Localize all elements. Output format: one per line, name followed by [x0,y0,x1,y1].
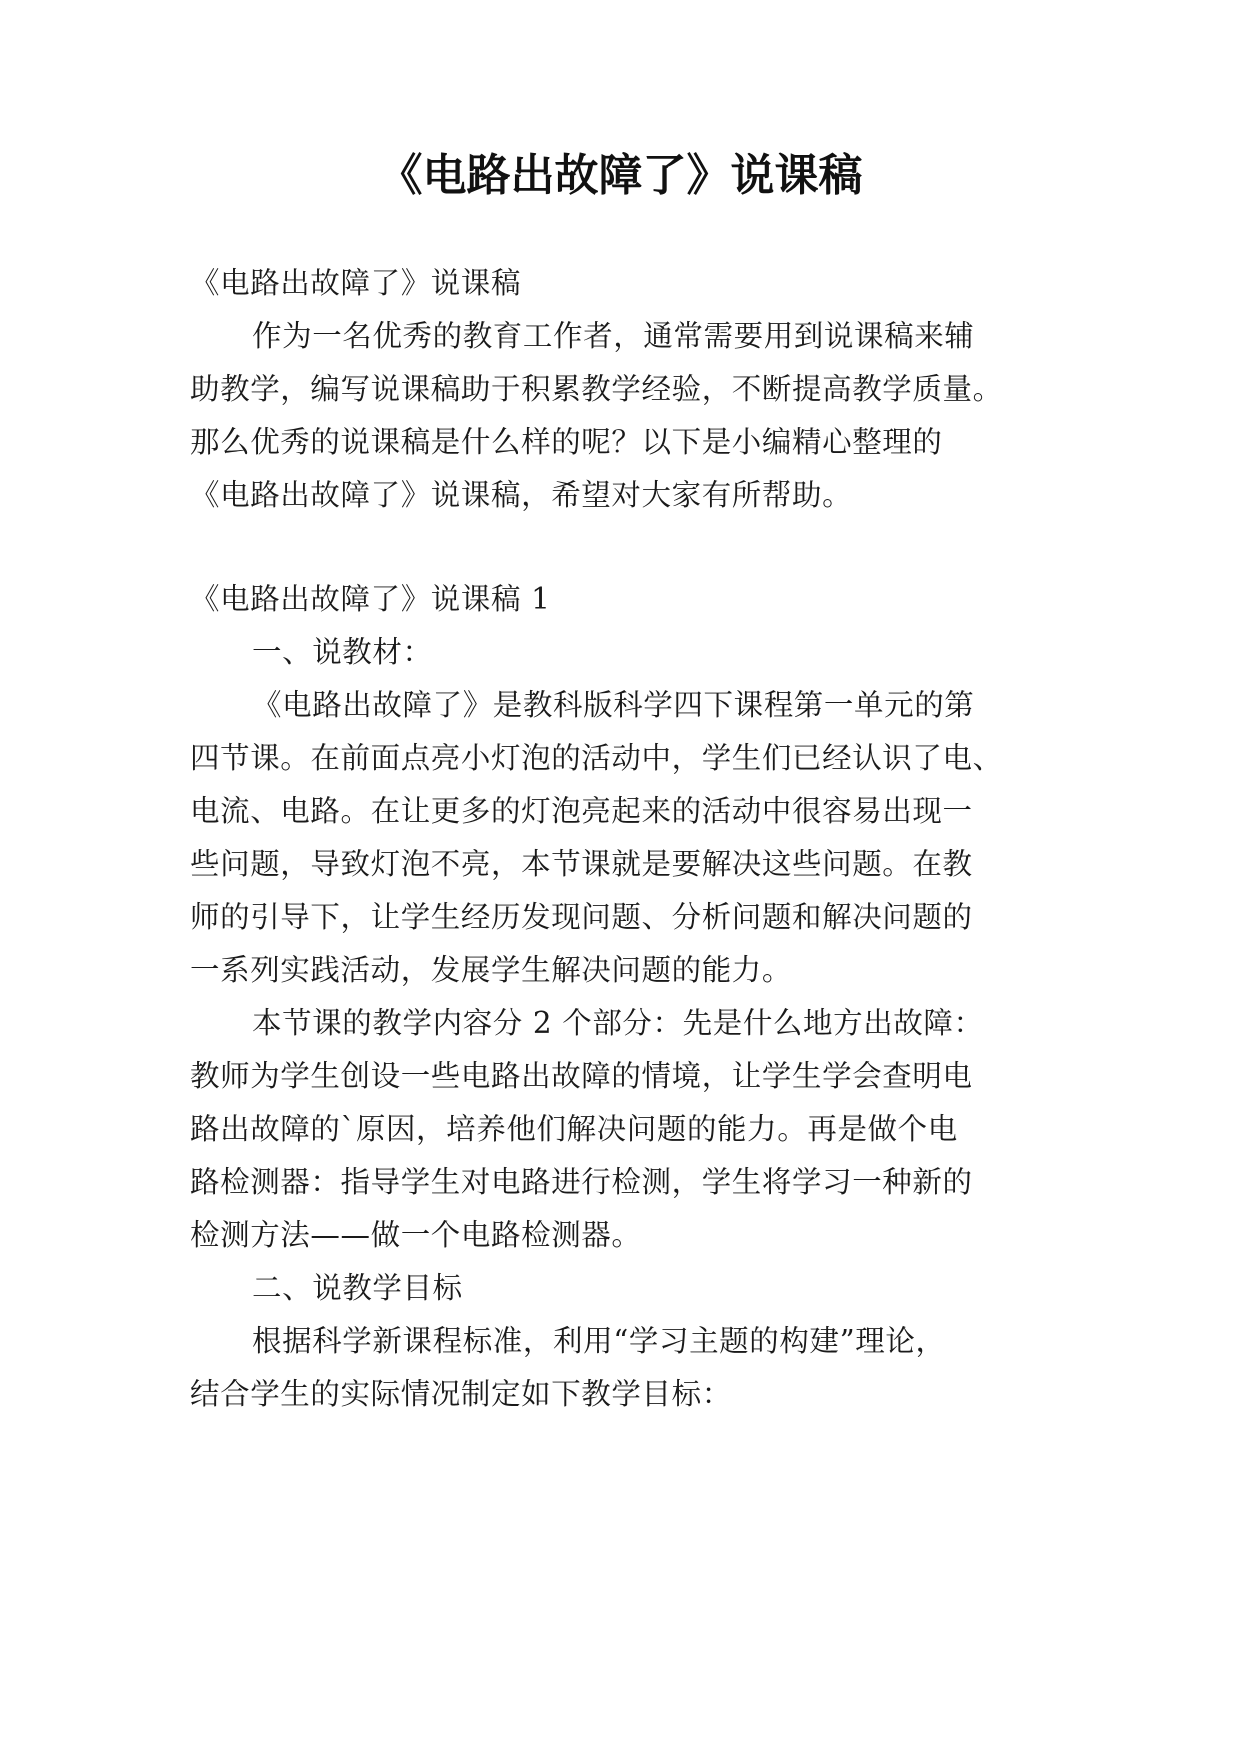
paragraph-line: 四节课。在前面点亮小灯泡的活动中，学生们已经认识了电、 [190,741,1003,775]
paragraph-line: 些问题，导致灯泡不亮，本节课就是要解决这些问题。在教 [190,847,973,881]
document-title: 《电路出故障了》说课稿 [378,150,863,201]
paragraph-line: 一系列实践活动，发展学生解决问题的能力。 [190,953,793,987]
intro-paragraph-line: 助教学，编写说课稿助于积累教学经验，不断提高教学质量。 [190,372,1003,406]
paragraph-line: 路检测器：指导学生对电路进行检测，学生将学习一种新的 [190,1165,973,1199]
paragraph-line: 电流、电路。在让更多的灯泡亮起来的活动中很容易出现一 [190,794,973,828]
paragraph-line: 检测方法——做一个电路检测器。 [190,1218,642,1252]
intro-paragraph-line: 那么优秀的说课稿是什么样的呢？以下是小编精心整理的 [190,425,943,459]
subsection-heading: 一、说教材： [252,635,433,669]
paragraph-line: 根据科学新课程标准，利用“学习主题的构建”理论， [252,1324,946,1358]
intro-heading: 《电路出故障了》说课稿 [190,266,522,300]
section-heading: 《电路出故障了》说课稿 1 [190,582,551,616]
subsection-heading: 二、说教学目标 [252,1271,463,1305]
paragraph-line: 结合学生的实际情况制定如下教学目标： [190,1377,732,1411]
intro-paragraph-line: 《电路出故障了》说课稿，希望对大家有所帮助。 [190,478,853,512]
paragraph-line: 《电路出故障了》是教科版科学四下课程第一单元的第 [252,688,975,722]
paragraph-line: 路出故障的`原因，培养他们解决问题的能力。再是做个电 [190,1112,958,1146]
paragraph-line: 本节课的教学内容分 2 个部分：先是什么地方出故障： [252,1006,984,1040]
paragraph-line: 师的引导下，让学生经历发现问题、分析问题和解决问题的 [190,900,973,934]
paragraph-line: 教师为学生创设一些电路出故障的情境，让学生学会查明电 [190,1059,973,1093]
intro-paragraph-line: 作为一名优秀的教育工作者，通常需要用到说课稿来辅 [252,319,975,353]
